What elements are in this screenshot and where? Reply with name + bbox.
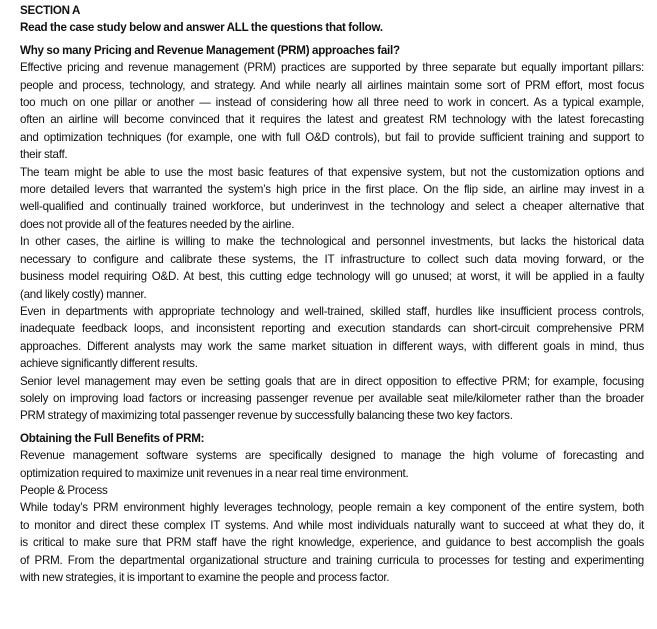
paragraph-line: with new strategies, it is important to examine the people and process factor. <box>20 571 390 584</box>
subheading-people-process: People & Process <box>20 483 108 497</box>
paragraph-line: Even in departments with appropriate technology and well-trained, skilled staff, hurdles like insufficient process controls, <box>20 304 644 318</box>
paragraph-line: of PRM. From the departmental organizational structure and training curricula to processes for testing and experimenting <box>20 553 644 567</box>
paragraph-line: and optimization techniques (for example, one with full O&D controls), but fail to provide sufficient training and support to <box>20 130 644 144</box>
paragraph-rm-software <box>20 447 644 482</box>
paragraph-line: too much on one pillar or another — instead of considering how all three need to work in concert. As a typical example, <box>20 96 644 110</box>
case-study-document <box>20 2 644 586</box>
paragraph-line: to monitor and direct these complex IT systems. And while most individuals naturally want to succeed at what they do, it <box>20 518 644 532</box>
paragraph-line: more detailed levers that warranted the system’s high price in the first place. On the flip side, an airline may invest in a <box>20 183 644 197</box>
paragraph-line: does not provide all of the features needed by the airline. <box>20 217 295 231</box>
section-title: SECTION A <box>20 4 81 17</box>
paragraph-line: optimization required to maximize unit revenues in a near real time environment. <box>20 466 409 480</box>
paragraph-line: While today’s PRM environment highly leverages technology, people remain a key component of the entire system, both <box>20 501 644 515</box>
paragraph-line: Senior level management may even be setting goals that are in direct opposition to effective PRM; for example, focusing <box>20 374 644 388</box>
heading-full-benefits: Obtaining the Full Benefits of PRM: <box>20 431 205 445</box>
paragraph-line: (and likely costly) manner. <box>20 287 147 301</box>
paragraph-people-process <box>20 499 644 586</box>
paragraph-line: In other cases, the airline is willing to make the technological and personnel investments, but lacks the historical data <box>20 235 644 249</box>
paragraph-line: their staff. <box>20 148 68 162</box>
paragraph-line: well-qualified and continually trained workforce, but underinvest in the technology and select a cheaper alternative that <box>20 200 644 214</box>
paragraph-hurdles <box>20 303 644 373</box>
paragraph-line: business model requiring O&D. At best, this cutting edge technology will go unused; at worst, it will be applied in a faulty <box>20 270 644 284</box>
paragraph-line: PRM strategy of maximizing total passenger revenue by successfully balancing these two key factors. <box>20 409 513 423</box>
paragraph-line: often an airline will become convinced that it requires the latest and greatest RM technology with the latest forecasting <box>20 113 644 127</box>
paragraph-line: approaches. Different analysts may work the same market situation in different ways, with different goals in mind, thus <box>20 339 644 353</box>
paragraph-line: solely on improving load factors or increasing passenger revenue per available seat mile/kilometer rather than the broader <box>20 391 644 405</box>
paragraph-other-cases <box>20 233 644 303</box>
paragraph-pillars <box>20 59 644 163</box>
paragraph-line: is critical to make sure that PRM staff have the right knowledge, experience, and guidance to best accomplish the goals <box>20 536 644 550</box>
paragraph-team-features <box>20 164 644 234</box>
paragraph-line: inadequate feedback loops, and inconsistent reporting and execution standards can short-circuit comprehensive PRM <box>20 322 644 336</box>
paragraph-line: Revenue management software systems are specifically designed to manage the high volume of forecasting and <box>20 449 644 463</box>
heading-why-prm-fails: Why so many Pricing and Revenue Management (PRM) approaches fail? <box>20 43 400 57</box>
paragraph-line: The team might be able to use the most basic features of that expensive system, but not the customization options and <box>20 165 644 179</box>
instruction-text: Read the case study below and answer ALL the questions that follow. <box>20 21 383 35</box>
paragraph-line: Effective pricing and revenue management (PRM) practices are supported by three separate but equally important pillars: <box>20 61 644 75</box>
paragraph-line: necessary to configure and calibrate these systems, the IT infrastructure to collect such data moving forward, or the <box>20 252 644 266</box>
paragraph-senior-management <box>20 373 644 425</box>
paragraph-line: people and process, technology, and strategy. And while nearly all airlines maintain some sort of PRM effort, most focus <box>20 78 644 92</box>
paragraph-line: achieve significantly different results. <box>20 357 198 371</box>
